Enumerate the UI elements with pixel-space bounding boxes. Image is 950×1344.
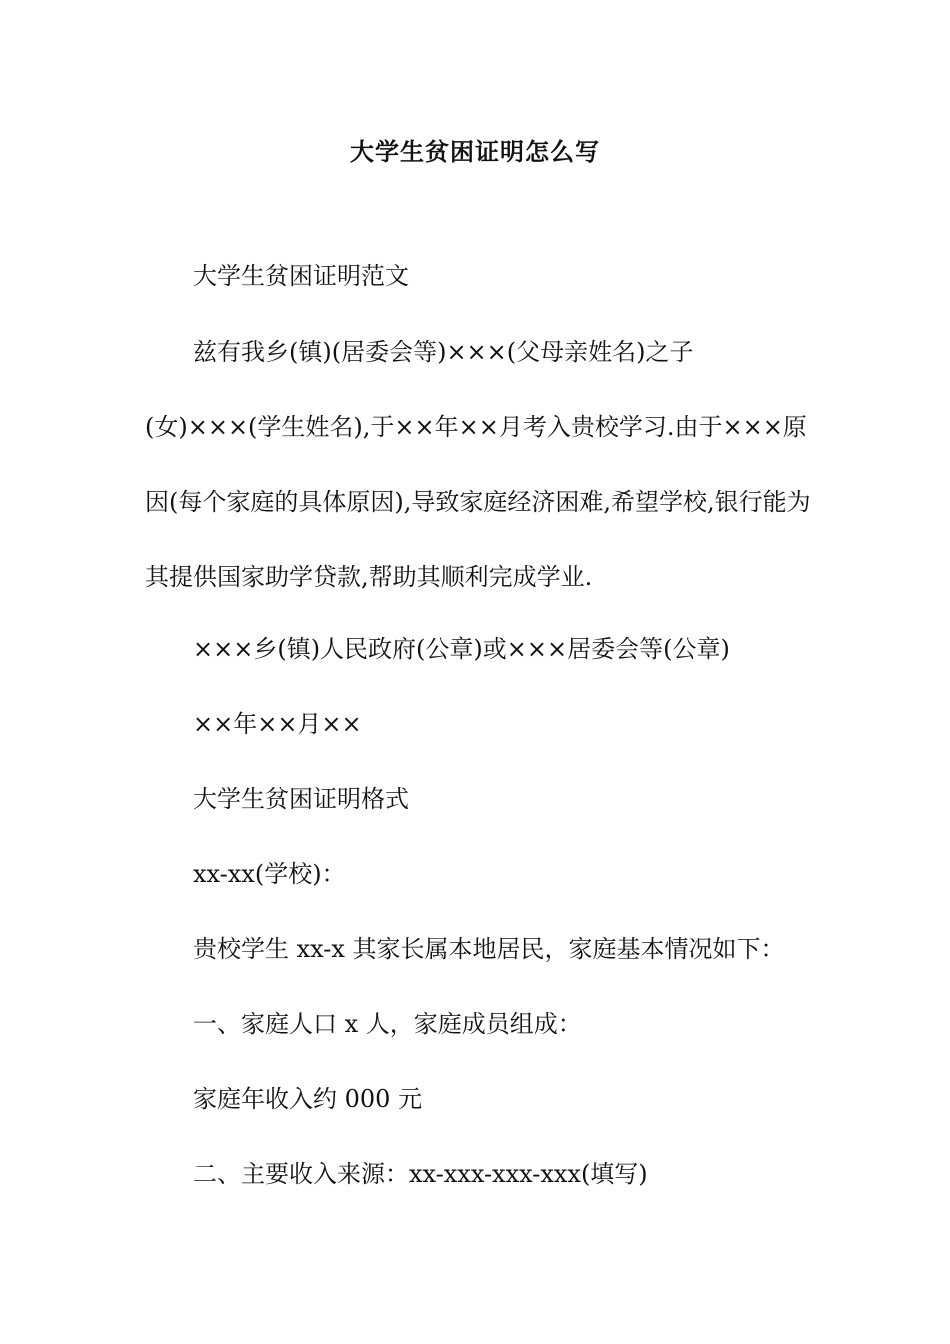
- document-title: 大学生贫困证明怎么写: [350, 137, 600, 166]
- signature-line: ×××乡(镇)人民政府(公章)或×××居委会等(公章): [193, 635, 730, 663]
- income-line: 家庭年收入约 000 元: [193, 1085, 423, 1113]
- date-line: ××年××月××: [193, 710, 362, 738]
- section-heading-sample: 大学生贫困证明范文: [193, 262, 409, 290]
- salutation-line: xx-xx(学校)：: [193, 860, 346, 888]
- section-heading-format: 大学生贫困证明格式: [193, 785, 409, 813]
- list-item-family-size: 一、家庭人口 x 人，家庭成员组成：: [193, 1010, 582, 1038]
- intro-line: 贵校学生 xx-x 其家长属本地居民，家庭基本情况如下：: [193, 935, 785, 963]
- list-item-income-source: 二、主要收入来源：xx-xxx-xxx-xxx(填写): [193, 1160, 648, 1188]
- body-paragraph: 兹有我乡(镇)(居委会等)×××(父母亲姓名)之子(女)×××(学生姓名),于××年××月考入贵校学习.由于×××原因(每个家庭的具体原因),导致家庭经济困难,希望学校,银行能为其提供国家助学贷款,帮助其顺利完成学业.: [145, 338, 811, 591]
